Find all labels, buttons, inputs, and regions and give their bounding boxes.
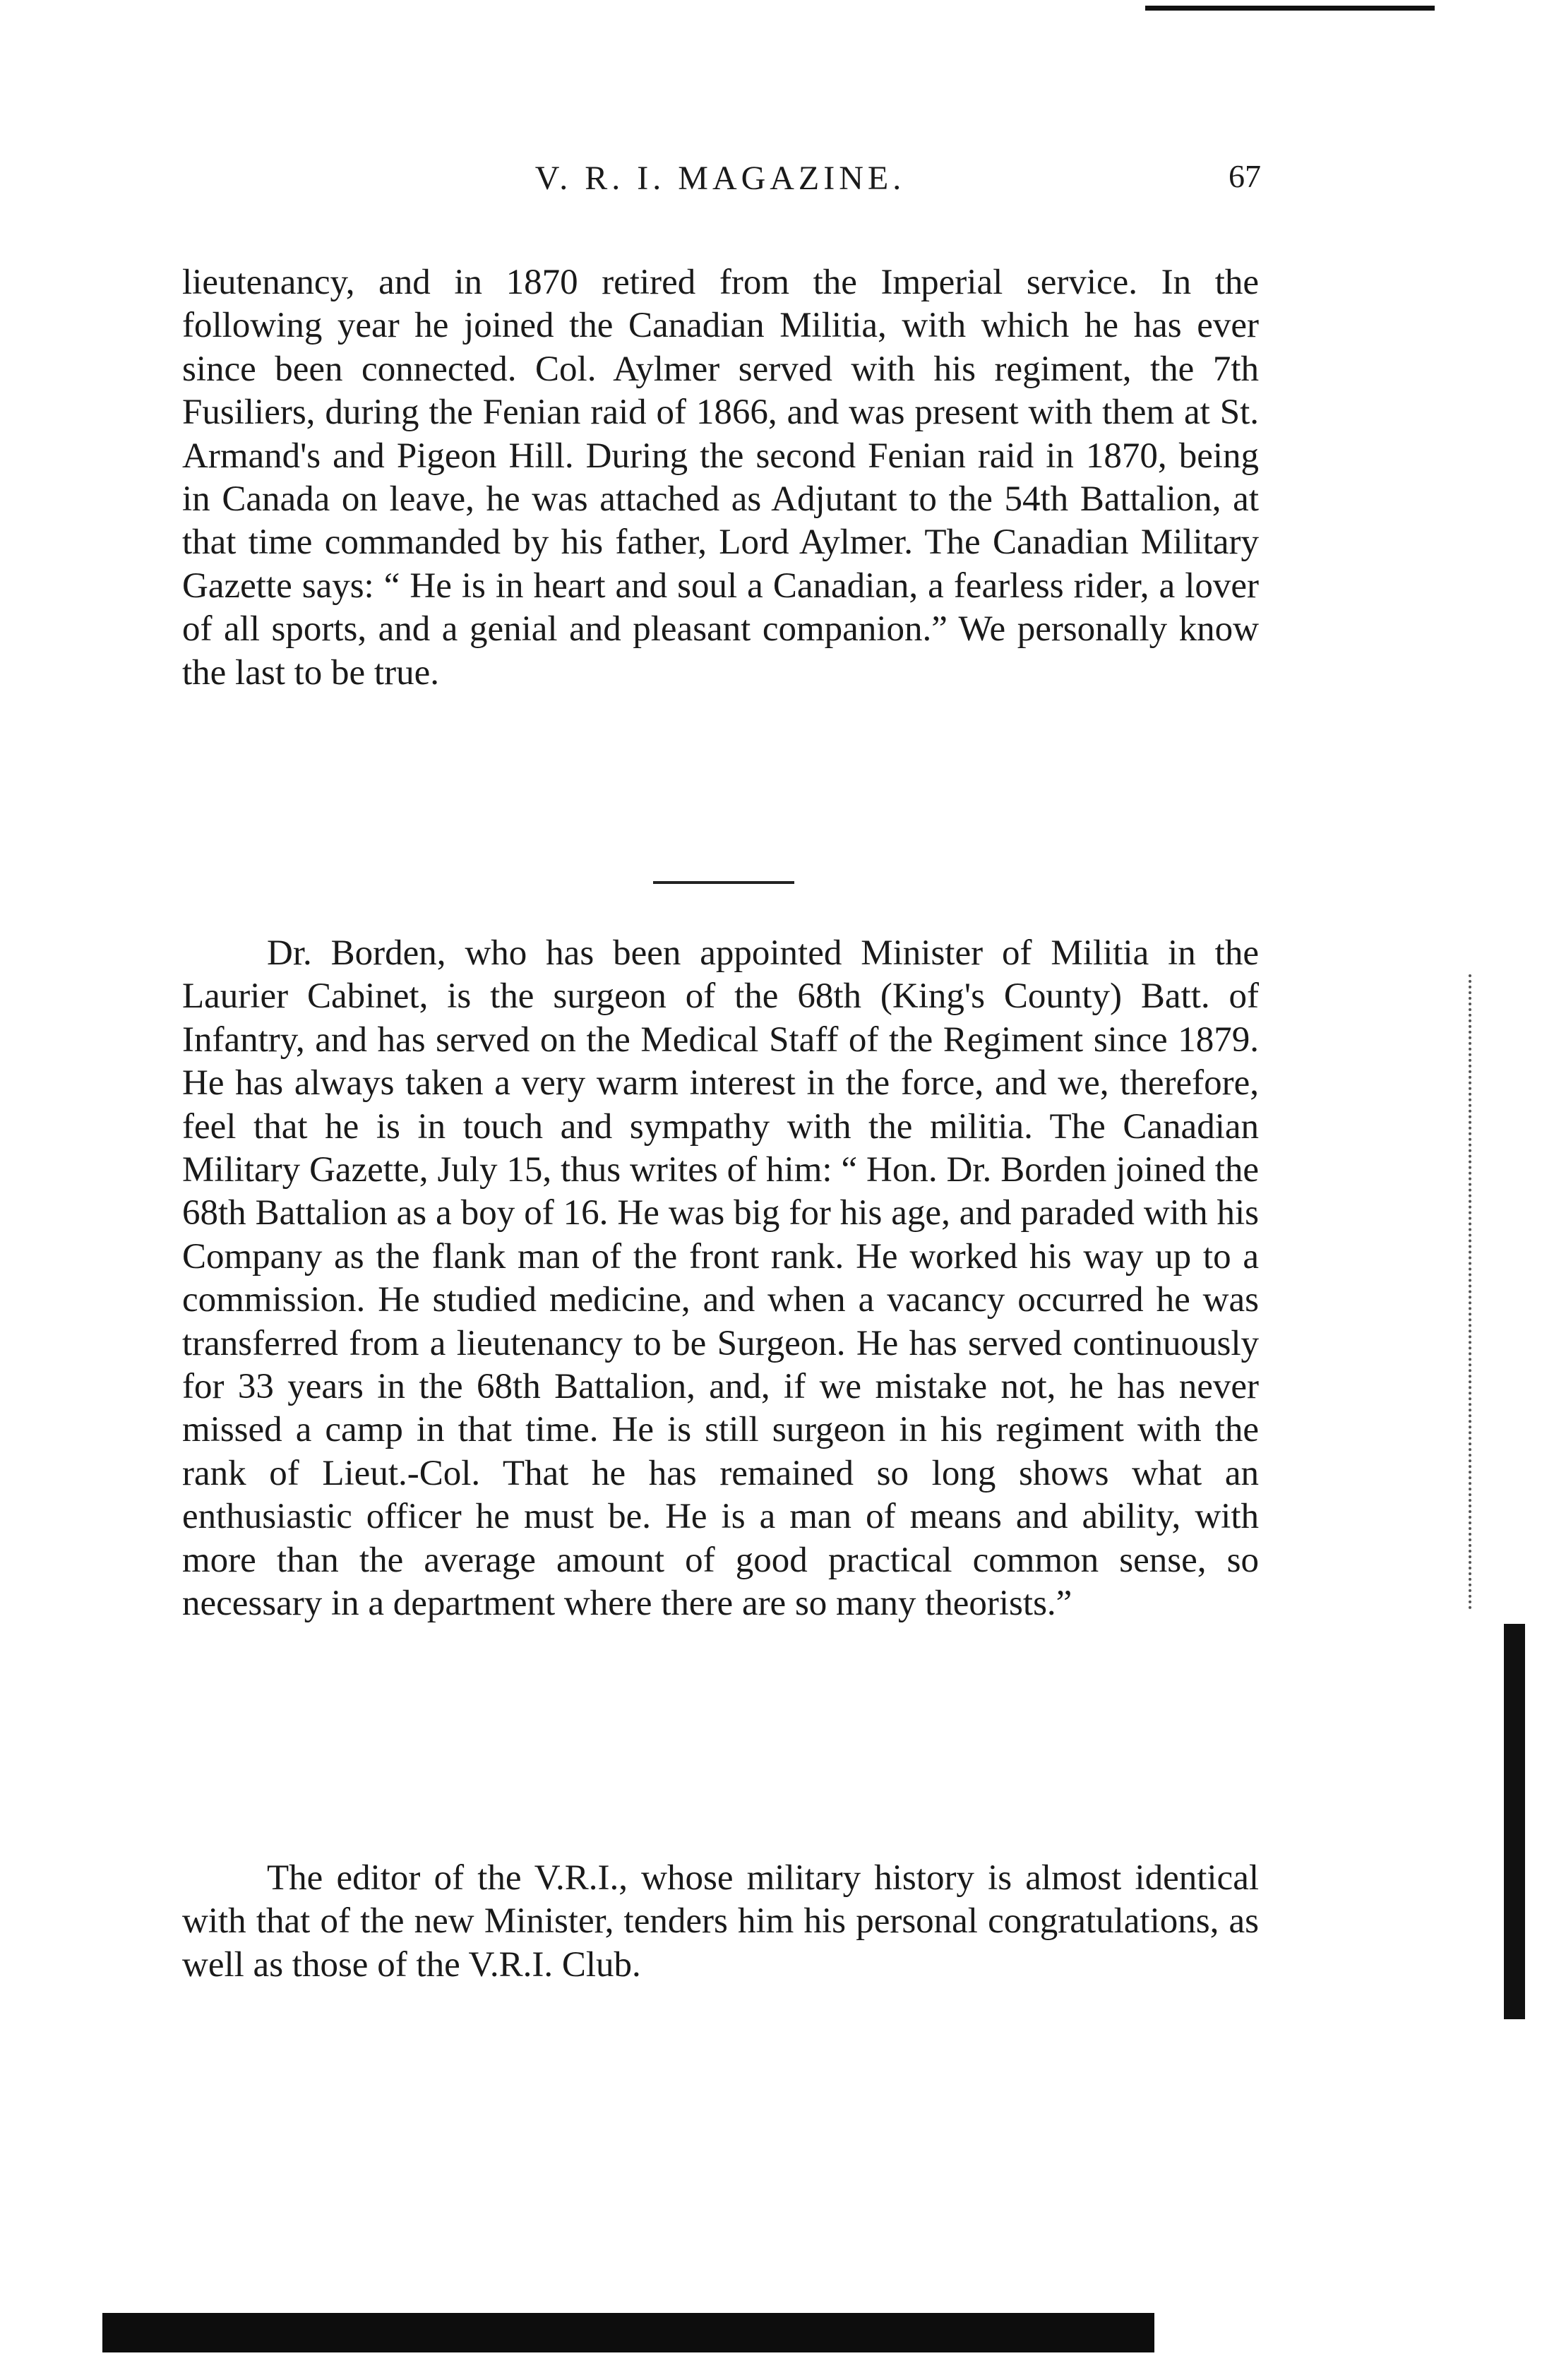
running-title: V. R. I. MAGAZINE.: [534, 160, 906, 197]
scan-border-bottom: [102, 2313, 1154, 2352]
paragraph-text: The editor of the V.R.I., whose military history is almost identical with that of the new Minister, tenders him his personal congratulations, as well as those of the V.R.I. Club.: [182, 1858, 1259, 1985]
scan-edge-shadow: [1504, 1624, 1525, 2019]
paragraph-aylmer: [182, 261, 1259, 695]
scan-border-top: [1145, 6, 1435, 11]
page-number: 67: [1229, 158, 1261, 194]
paragraph-borden: [182, 932, 1259, 1626]
scan-edge-marks: [1469, 974, 1500, 1610]
section-divider: [653, 881, 794, 884]
paragraph-text: lieutenancy, and in 1870 retired from the Imperial service. In the following year he joined the Canadian Militia, with which he has ever since been connected. Col. Aylmer served with his regiment, the 7th Fusiliers, during the Fenian raid of 1866, and was present with them at St. Armand's and Pigeon Hill. During the second Fenian raid in 1870, being in Canada on leave, he was attached as Adjutant to the 54th Battalion, at that time commanded by his father, Lord Aylmer. The Canadian Military Gazette says: “ He is in heart and soul a Canadian, a fearless rider, a lover of all sports, and a genial and pleasant companion.” We personally know the last to be true.: [182, 263, 1259, 693]
paragraph-editor: [182, 1857, 1259, 1987]
paragraph-text: Dr. Borden, who has been appointed Minister of Militia in the Laurier Cabinet, is the surgeon of the 68th (King's County) Batt. of Infantry, and has served on the Medical Staff of the Regiment since 1879. He has always taken a very warm interest in the force, and we, therefore, feel that he is in touch and sympathy with the militia. The Canadian Military Gazette, July 15, thus writes of him: “ Hon. Dr. Borden joined the 68th Battalion as a boy of 16. He was big for his age, and paraded with his Company as the flank man of the front rank. He worked his way up to a commission. He studied medicine, and when a vacancy occurred he was transferred from a lieutenancy to be Surgeon. He has served continuously for 33 years in the 68th Battalion, and, if we mistake not, he has never missed a camp in that time. He is still surgeon in his regiment with the rank of Lieut.-Col. That he has remained so long shows what an enthusiastic officer he must be. He is a man of means and ability, with more than the average amount of good practical common sense, so necessary in a department where there are so many theorists.”: [182, 933, 1259, 1624]
